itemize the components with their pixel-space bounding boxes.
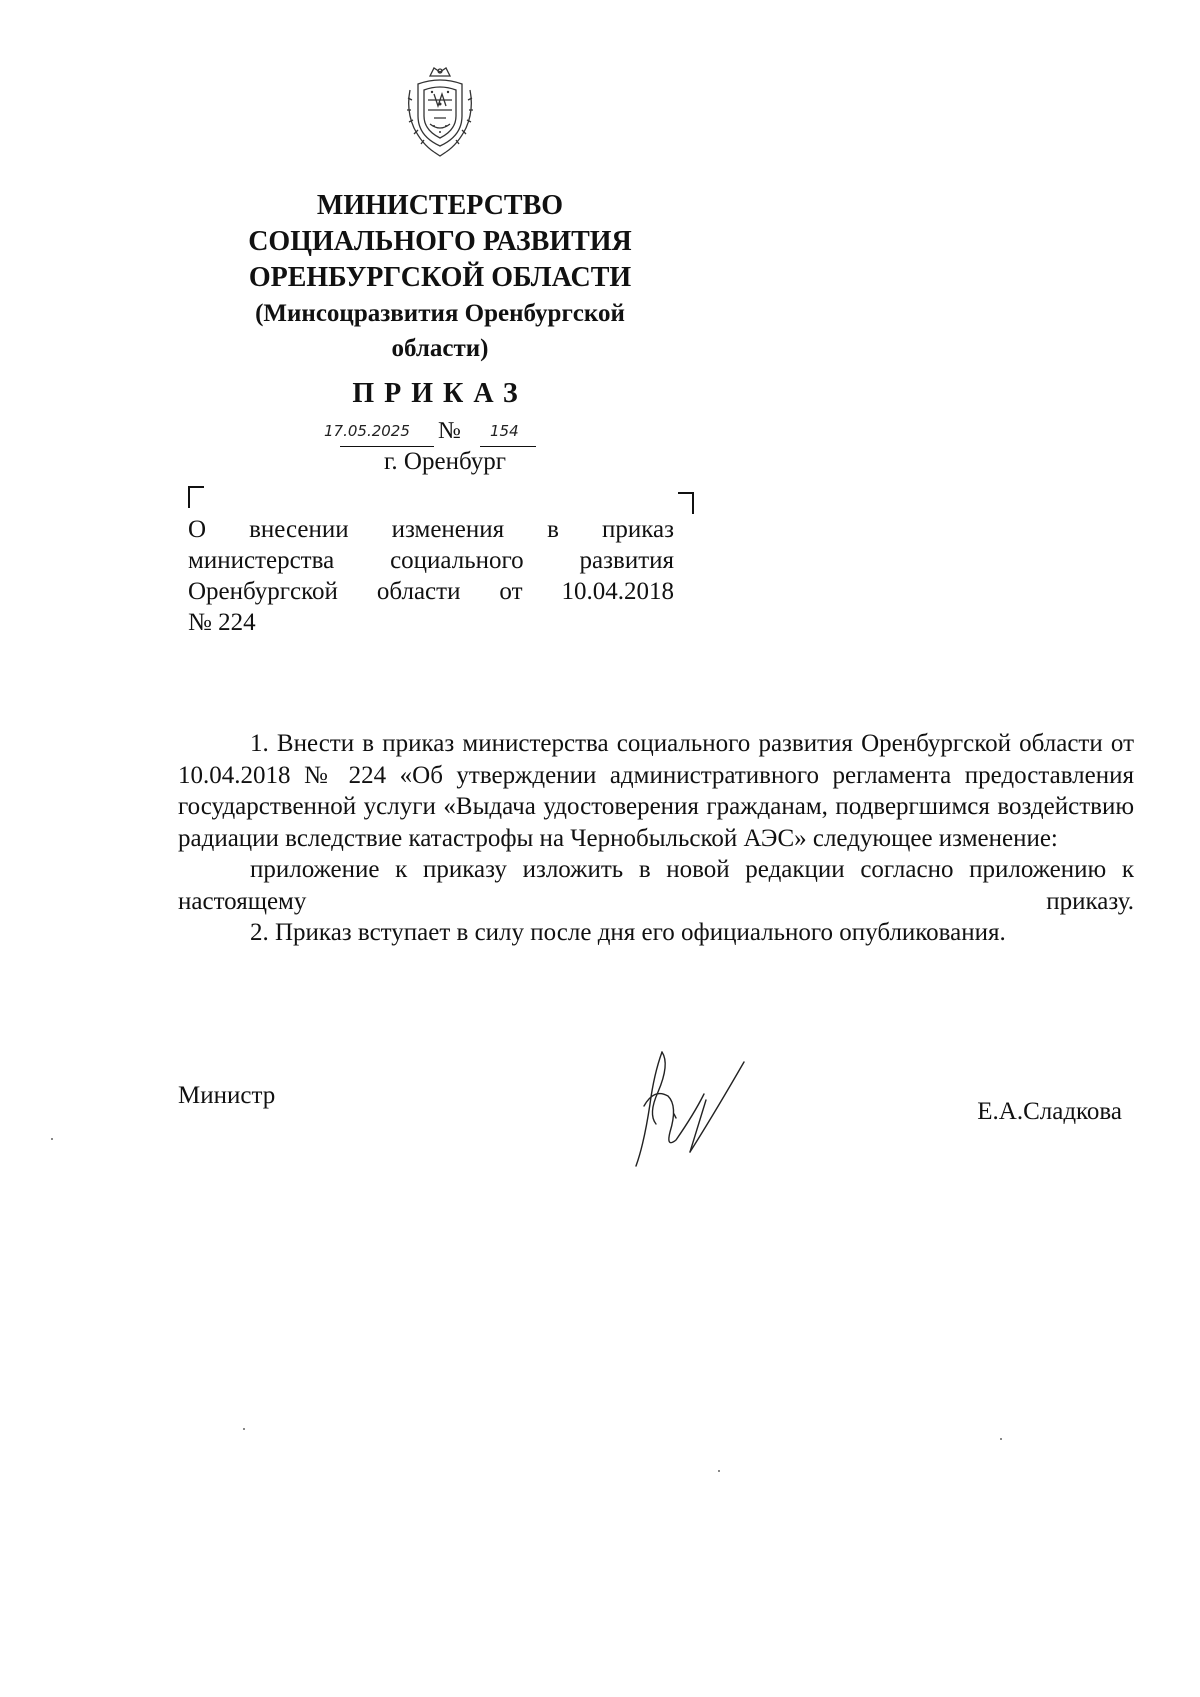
- order-date-number: [300, 414, 590, 448]
- order-number: 154: [490, 422, 519, 440]
- subject-corner-left: [188, 486, 204, 508]
- order-city: г. Оренбург: [384, 448, 506, 475]
- subject-corner-right: [678, 492, 694, 514]
- scan-speck: [243, 1428, 245, 1430]
- date-underline: [340, 446, 434, 447]
- handwritten-signature: [614, 1044, 764, 1169]
- order-title: ПРИКАЗ: [352, 378, 528, 409]
- signatory-name: Е.А.Сладкова: [977, 1098, 1122, 1125]
- number-sign: №: [438, 418, 461, 444]
- order-date: 17.05.2025: [324, 422, 410, 440]
- subject-line3: Оренбургской области от 10.04.2018: [188, 578, 674, 605]
- body-paragraph-2: приложение к приказу изложить в новой редакции согласно приложению к настоящему приказу.: [178, 856, 1134, 915]
- signatory-title: Министр: [178, 1082, 276, 1109]
- ministry-short-name-line1: (Минсоцразвития Оренбургской: [255, 300, 625, 327]
- scan-speck: [1000, 1438, 1002, 1440]
- scan-speck: [51, 1138, 53, 1140]
- scan-speck: [718, 1470, 720, 1472]
- ministry-name-line3: ОРЕНБУРГСКОЙ ОБЛАСТИ: [248, 262, 632, 293]
- ministry-header: [180, 188, 700, 366]
- body-paragraph-1: 1. Внести в приказ министерства социального развития Оренбургской области от 10.04.2018 № 224 «Об утверждении административного регламента предоставления государственной услуги «Выдача удостоверения гражданам, подвергшимся воздействию радиации вследствие катастрофы на Чернобыльской АЭС» следующее изменение:: [178, 730, 1134, 852]
- subject-line4: № 224: [188, 609, 256, 636]
- number-underline: [480, 446, 536, 447]
- body-paragraph-3: 2. Приказ вступает в силу после дня его официального опубликования.: [250, 919, 1006, 946]
- subject-line1: О внесении изменения в приказ: [188, 516, 674, 543]
- ministry-short-name-line2: области): [391, 335, 489, 362]
- ministry-name-line1: МИНИСТЕРСТВО: [316, 190, 564, 221]
- ministry-name-line2: СОЦИАЛЬНОГО РАЗВИТИЯ: [248, 226, 632, 257]
- subject-line2: министерства социального развития: [188, 547, 674, 574]
- order-subject: [188, 514, 674, 607]
- coat-of-arms-icon: [404, 66, 476, 158]
- order-body: [178, 728, 1134, 949]
